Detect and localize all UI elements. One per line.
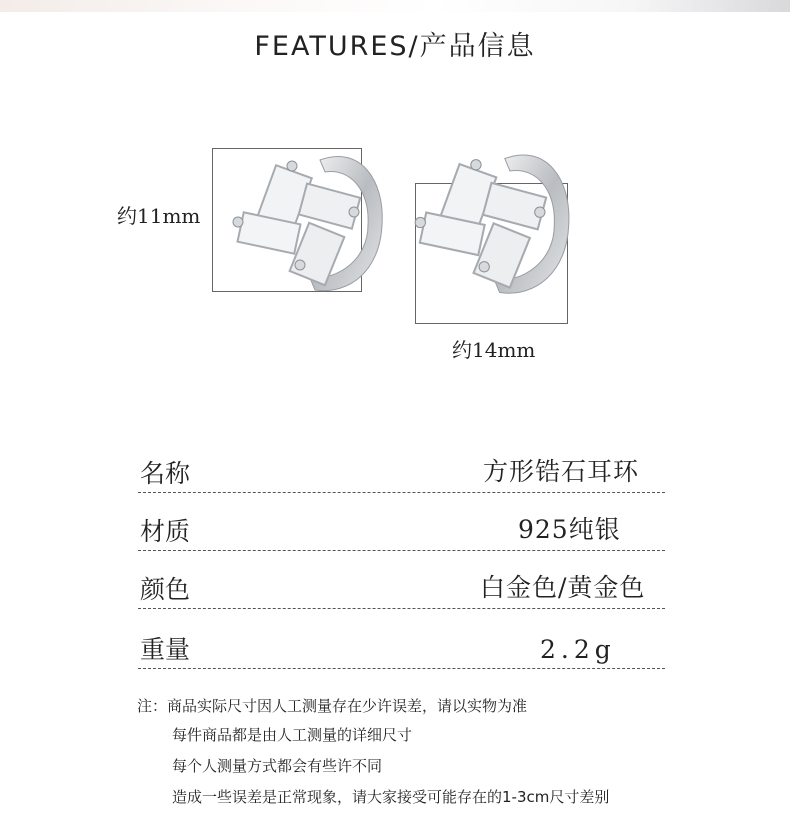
prong-shape (415, 217, 425, 227)
width-label: 约14mm (452, 338, 536, 362)
stone-shape (483, 183, 546, 230)
spec-label: 名称 (140, 459, 191, 488)
spec-row-material (138, 506, 665, 551)
earring-image-left (230, 140, 390, 305)
spec-label: 重量 (140, 635, 191, 664)
prong-shape (295, 260, 305, 270)
spec-value: 2.2g (540, 635, 616, 664)
spec-row-name (138, 448, 665, 493)
top-banner-strip (0, 0, 790, 12)
spec-label: 颜色 (140, 575, 191, 604)
prong-shape (535, 207, 545, 217)
prong-shape (287, 161, 297, 171)
height-label: 约11mm (117, 204, 201, 228)
stone-shape (299, 184, 360, 229)
prong-shape (471, 160, 481, 170)
prong-shape (233, 217, 243, 227)
prong-shape (349, 207, 359, 217)
note-line: 注：商品实际尺寸因人工测量存在少许误差，请以实物为准 (137, 697, 528, 715)
note-line: 每件商品都是由人工测量的详细尺寸 (172, 726, 413, 744)
spec-label: 材质 (140, 517, 191, 546)
spec-value: 925纯银 (518, 515, 621, 544)
prong-shape (479, 262, 489, 272)
spec-row-color (138, 564, 665, 609)
earring-image-right (412, 138, 577, 308)
spec-value: 方形锆石耳环 (483, 457, 640, 486)
page-title: FEATURES/产品信息 (254, 31, 536, 62)
spec-value: 白金色/黄金色 (480, 573, 646, 602)
spec-row-weight (138, 624, 665, 669)
note-line: 造成一些误差是正常现象，请大家接受可能存在的1-3cm尺寸差别 (172, 788, 610, 806)
note-line: 每个人测量方式都会有些许不同 (172, 757, 383, 775)
